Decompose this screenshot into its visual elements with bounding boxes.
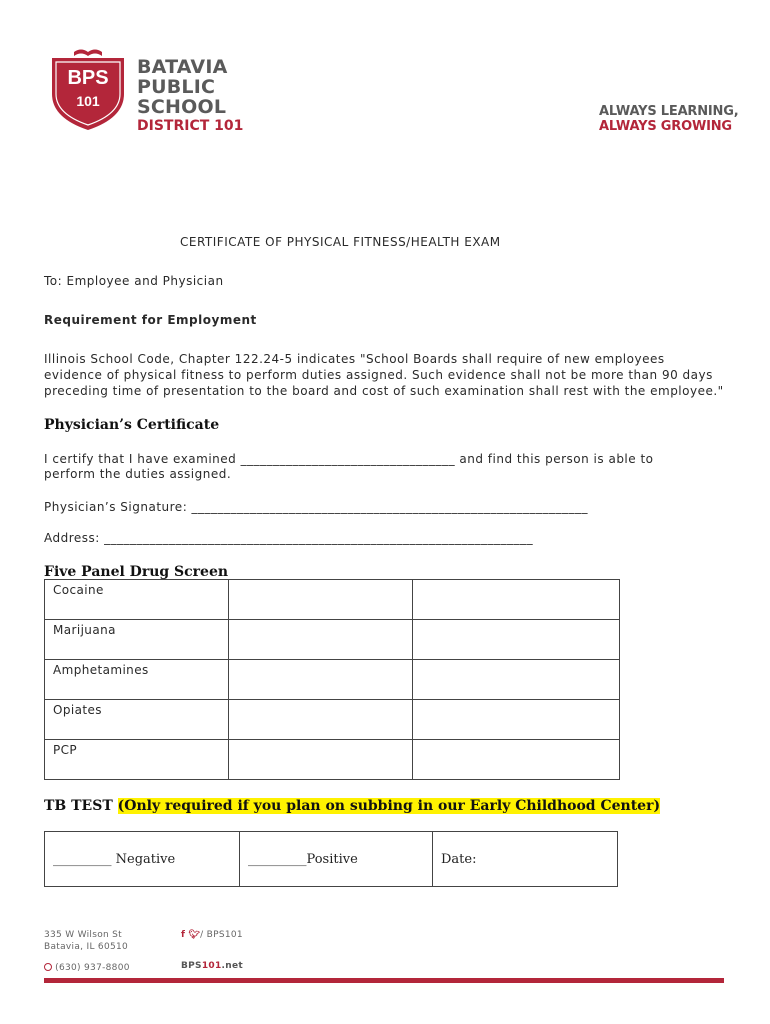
- drug-name-cell: Opiates: [45, 700, 229, 740]
- address-line: Address: __________________________________________________________________: [44, 531, 534, 545]
- table-row: [45, 660, 620, 700]
- result-cell: [229, 700, 413, 740]
- website-suffix: .net: [221, 961, 243, 971]
- drug-name-cell: Amphetamines: [45, 660, 229, 700]
- website-number: 101: [201, 961, 222, 971]
- result-cell: [229, 740, 413, 780]
- drug-name-cell: PCP: [45, 740, 229, 780]
- result-cell: [413, 580, 620, 620]
- result-cell: [413, 660, 620, 700]
- result-cell: [229, 660, 413, 700]
- document-title: CERTIFICATE OF PHYSICAL FITNESS/HEALTH EXAM: [180, 235, 501, 249]
- tb-positive-cell: _________Positive: [240, 832, 433, 887]
- table-row: [45, 580, 620, 620]
- drug-screen-table: [44, 579, 620, 780]
- twitter-icon[interactable]: 🐦︎: [188, 930, 201, 940]
- signature-line: Physician’s Signature: _____________________________________________________________: [44, 500, 589, 514]
- tagline-line-1: ALWAYS LEARNING,: [599, 104, 739, 119]
- footer-website[interactable]: [181, 961, 243, 971]
- tb-date-cell: Date:: [433, 832, 618, 887]
- requirement-heading: Requirement for Employment: [44, 313, 257, 327]
- certify-line-2: perform the duties assigned.: [44, 467, 232, 481]
- tb-negative-cell: _________ Negative: [45, 832, 240, 887]
- result-cell: [413, 700, 620, 740]
- footer-social: [181, 929, 243, 941]
- drug-screen-heading: Five Panel Drug Screen: [44, 564, 229, 580]
- result-cell: [413, 740, 620, 780]
- physician-heading: Physician’s Certificate: [44, 417, 220, 433]
- facebook-icon[interactable]: f: [181, 930, 186, 940]
- requirement-body: Illinois School Code, Chapter 122.24-5 indicates "School Boards shall require of new employees evidence of physical fitness to perform duties assigned. Such evidence shall not be more than 90 days preceding time of presentation to the board and cost of such examination shall rest with the employee.": [44, 352, 724, 398]
- result-cell: [413, 620, 620, 660]
- footer-divider: [44, 978, 724, 983]
- to-line: To: Employee and Physician: [44, 274, 224, 288]
- brand-name-line-2: PUBLIC: [137, 76, 216, 98]
- brand-name-line-1: BATAVIA: [137, 56, 228, 78]
- table-row: [45, 832, 618, 887]
- brand-district: DISTRICT 101: [137, 118, 244, 134]
- drug-name-cell: Marijuana: [45, 620, 229, 660]
- phone-number: (630) 937-8800: [55, 963, 130, 973]
- footer-address-1: 335 W Wilson St: [44, 930, 123, 940]
- certify-line-1: I certify that I have examined _________________________________ and find this person is able to: [44, 452, 654, 466]
- tb-test-note: (Only required if you plan on subbing in our Early Childhood Center): [117, 798, 661, 814]
- table-row: [45, 700, 620, 740]
- website-prefix: BPS: [181, 961, 202, 971]
- table-row: [45, 740, 620, 780]
- result-cell: [229, 580, 413, 620]
- tb-test-heading: [44, 798, 660, 814]
- tb-test-table: [44, 831, 618, 887]
- table-row: [45, 620, 620, 660]
- drug-name-cell: Cocaine: [45, 580, 229, 620]
- seal-top-text: BPS: [67, 67, 109, 89]
- footer-address-2: Batavia, IL 60510: [44, 942, 129, 952]
- tb-test-label: TB TEST: [44, 798, 113, 814]
- tagline-line-2: ALWAYS GROWING: [599, 119, 732, 134]
- brand-name-line-3: SCHOOL: [137, 96, 227, 118]
- phone-icon: [44, 963, 52, 971]
- result-cell: [229, 620, 413, 660]
- seal-bottom-text: 101: [76, 93, 100, 109]
- social-handle: / BPS101: [200, 930, 243, 940]
- footer-phone: [44, 962, 130, 974]
- shield-book-icon: [44, 44, 132, 132]
